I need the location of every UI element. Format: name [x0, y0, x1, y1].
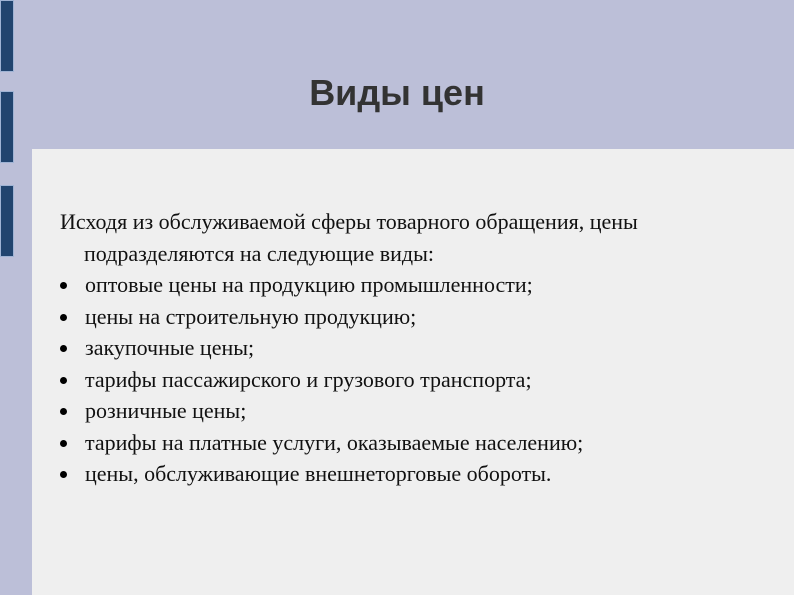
list-item	[60, 458, 780, 490]
list-item-text: тарифы пассажирского и грузового транспорта;	[85, 366, 532, 392]
list-item-text: закупочные цены;	[85, 335, 255, 360]
list-item-text: тарифы на платные услуги, оказываемые населению;	[85, 429, 584, 455]
bullet-icon	[60, 408, 67, 415]
slide-body	[60, 206, 780, 490]
list-item	[60, 364, 780, 396]
list-item-text: оптовые цены на продукцию промышленности;	[85, 272, 533, 297]
slide-title: Виды цен	[309, 72, 485, 113]
list-item	[60, 332, 780, 364]
list-item	[60, 269, 780, 301]
list-item	[60, 427, 780, 459]
list-item	[60, 395, 780, 427]
bullet-list	[60, 269, 780, 490]
intro-paragraph: Исходя из обслуживаемой сферы товарного обращения, цены подразделяются на следующие виды:	[60, 209, 638, 266]
accent-bar-top	[0, 0, 14, 72]
list-item-text: розничные цены;	[85, 398, 247, 423]
accent-bar-bottom	[0, 185, 14, 257]
list-item-text: цены на строительную продукцию;	[85, 303, 417, 329]
bullet-icon	[60, 282, 67, 289]
slide-title-container	[0, 72, 794, 114]
list-item-text: цены, обслуживающие внешнеторговые обороты.	[85, 461, 552, 486]
bullet-icon	[60, 440, 67, 447]
list-item	[60, 301, 780, 333]
bullet-icon	[60, 377, 67, 384]
bullet-icon	[60, 314, 67, 321]
bullet-icon	[60, 345, 67, 352]
bullet-icon	[60, 471, 67, 478]
